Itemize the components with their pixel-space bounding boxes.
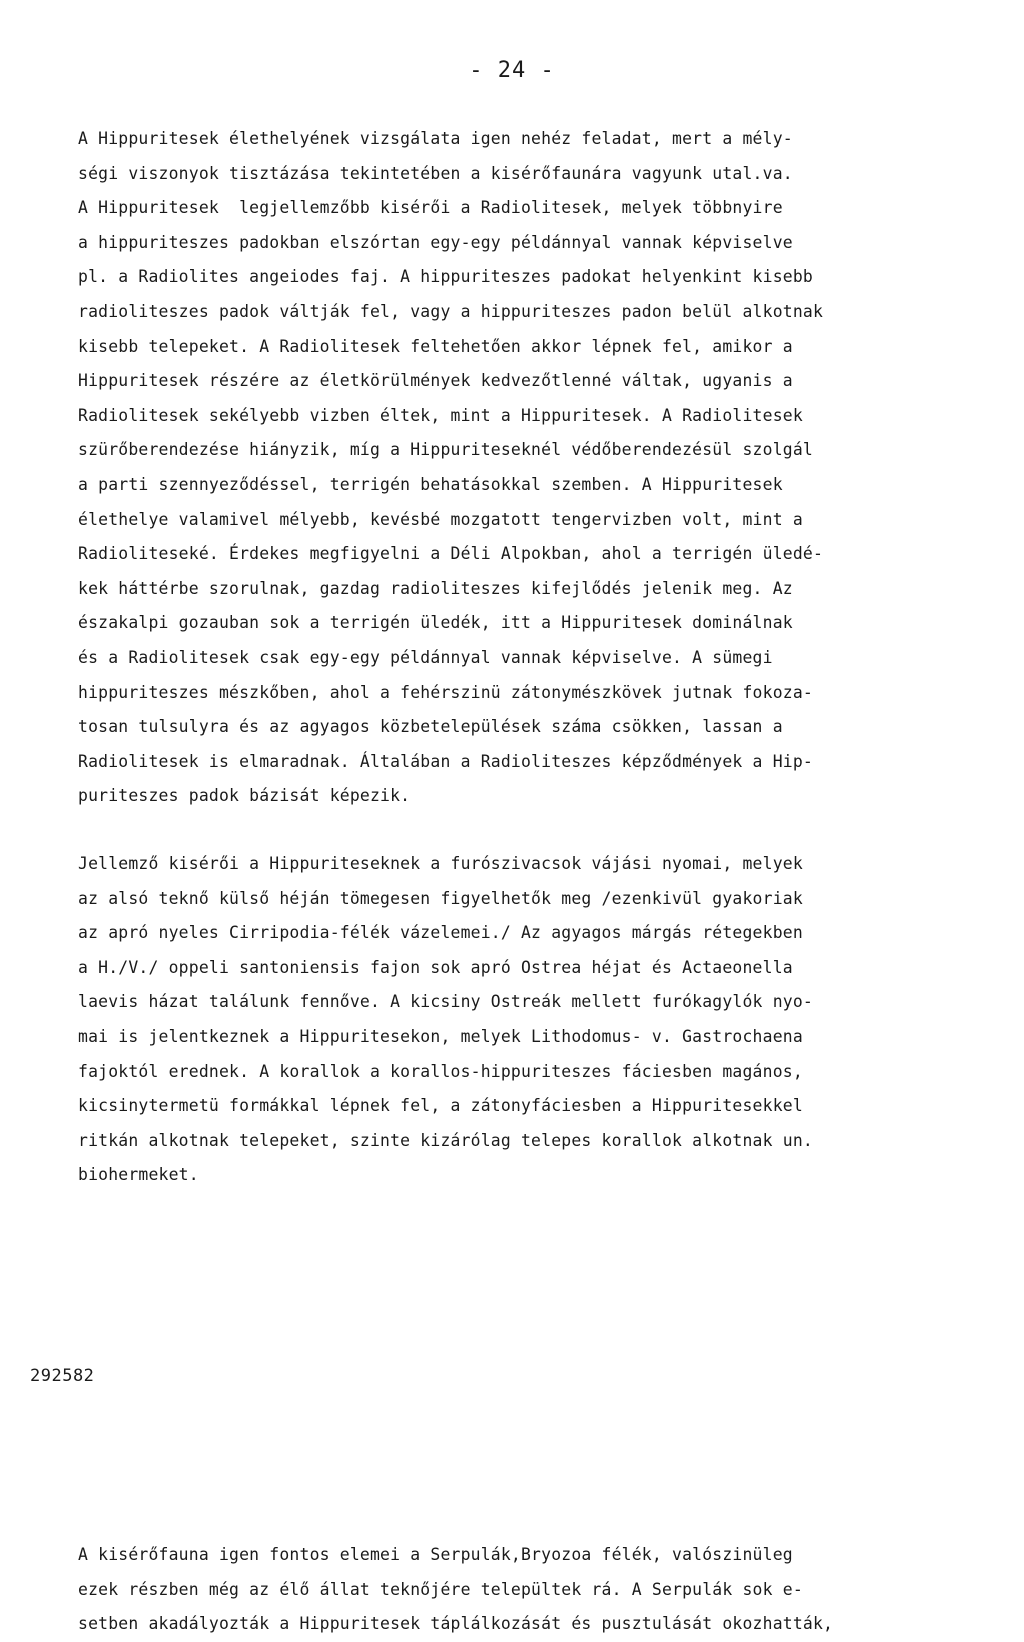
document-number: 292582: [30, 1366, 95, 1386]
text-line: pl. a Radiolites angeiodes faj. A hippuriteszes padokat helyenkint kisebb: [78, 267, 813, 287]
text-line: fajoktól erednek. A korallok a korallos-hippuriteszes fáciesben magános,: [78, 1061, 803, 1081]
text-line: A kisérőfauna igen fontos elemei a Serpulák,Bryozoa félék, valószinüleg: [78, 1545, 793, 1564]
text-line: Jellemző kisérői a Hippuriteseknek a furószivacsok vájási nyomai, melyek: [78, 854, 803, 873]
text-line: és a Radiolitesek csak egy-egy példánnyal vannak képviselve. A sümegi: [78, 647, 773, 667]
paragraph-accompanying-fauna-elements: [78, 1538, 958, 1642]
text-line: Radioliteseké. Érdekes megfigyelni a Déli Alpokban, ahol a terrigén üledé-: [78, 544, 824, 564]
text-line: az alsó teknő külső héján tömegesen figyelhetők meg /ezenkivül gyakoriak: [78, 888, 803, 908]
text-line: radioliteszes padok váltják fel, vagy a hippuriteszes padon belül alkotnak: [78, 301, 824, 321]
text-line: ségi viszonyok tisztázása tekintetében a kisérőfaunára vagyunk utal.va.: [78, 163, 793, 183]
paragraph-hippuritesek-habitat: [78, 122, 958, 814]
text-line: puriteszes padok bázisát képezik.: [78, 786, 411, 806]
text-line: kicsinytermetü formákkal lépnek fel, a zátonyfáciesben a Hippuritesekkel: [78, 1096, 803, 1116]
text-line: a hippuriteszes padokban elszórtan egy-egy példánnyal vannak képviselve: [78, 232, 793, 252]
text-line: szürőberendezése hiányzik, míg a Hippuriteseknél védőberendezésül szolgál: [78, 440, 813, 460]
text-line: északalpi gozauban sok a terrigén üledék, itt a Hippuritesek dominálnak: [78, 613, 793, 633]
text-line: kek háttérbe szorulnak, gazdag radioliteszes kifejlődés jelenik meg. Az: [78, 578, 793, 598]
text-line: A Hippuritesek élethelyének vizsgálata igen nehéz feladat, mert a mély-: [78, 129, 793, 148]
text-line: A Hippuritesek legjellemzőbb kisérői a Radiolitesek, melyek többnyire: [78, 198, 783, 218]
text-line: setben akadályozták a Hippuritesek táplálkozását és pusztulását okozhatták,: [78, 1614, 834, 1634]
text-line: ritkán alkotnak telepeket, szinte kizárólag telepes korallok alkotnak un.: [78, 1130, 813, 1150]
text-line: a H./V./ oppeli santoniensis fajon sok apró Ostrea héjat és Actaeonella: [78, 957, 793, 977]
text-line: ezek részben még az élő állat teknőjére települtek rá. A Serpulák sok e-: [78, 1579, 803, 1599]
text-line: kisebb telepeket. A Radiolitesek feltehetően akkor lépnek fel, amikor a: [78, 336, 793, 356]
text-line: az apró nyeles Cirripodia-félék vázelemei./ Az agyagos márgás rétegekben: [78, 923, 803, 943]
text-line: mai is jelentkeznek a Hippuritesekon, melyek Lithodomus- v. Gastrochaena: [78, 1026, 803, 1046]
text-line: tosan tulsulyra és az agyagos közbetelepülések száma csökken, lassan a: [78, 717, 783, 737]
text-line: hippuriteszes mészkőben, ahol a fehérszinü zátonymészkövek jutnak fokoza-: [78, 682, 813, 702]
text-line: biohermeket.: [78, 1165, 199, 1185]
text-line: Radiolitesek is elmaradnak. Általában a Radioliteszes képződmények a Hip-: [78, 751, 813, 771]
paragraph-companion-fauna: [78, 847, 958, 1193]
text-line: élethelye valamivel mélyebb, kevésbé mozgatott tengervizben volt, mint a: [78, 509, 803, 529]
text-line: Hippuritesek részére az életkörülmények kedvezőtlenné váltak, ugyanis a: [78, 371, 793, 391]
text-line: Radiolitesek sekélyebb vizben éltek, mint a Hippuritesek. A Radiolitesek: [78, 405, 803, 425]
text-line: a parti szennyeződéssel, terrigén behatásokkal szemben. A Hippuritesek: [78, 474, 783, 494]
page-number: - 24 -: [469, 58, 555, 83]
text-line: laevis házat találunk fennőve. A kicsiny Ostreák mellett furókagylók nyo-: [78, 992, 813, 1012]
